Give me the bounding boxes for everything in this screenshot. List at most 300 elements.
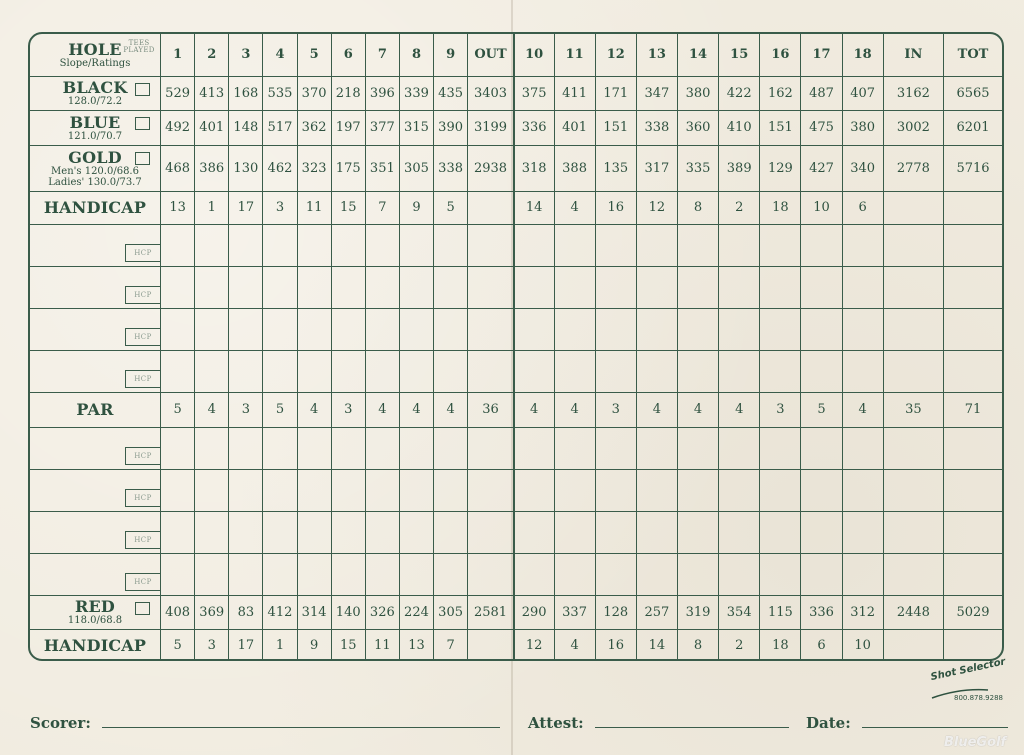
player-row-7-hole-12[interactable] [595,511,636,553]
player-row-8-hole-7[interactable] [365,553,399,595]
player-row-3-hole-12[interactable] [595,308,636,350]
tee-gold-row-hole-9: 338 [434,145,468,191]
player-row-5-hole-14[interactable] [677,427,718,469]
player-row-4-hole-4[interactable] [263,350,297,392]
player-row-5-out[interactable] [468,427,514,469]
player-row-5-hole-17[interactable] [801,427,842,469]
player-row-8-hole-6[interactable] [331,553,365,595]
tee-blue-row-hole-12: 151 [595,110,636,145]
player-row-7-hole-15[interactable] [719,511,760,553]
player-row-7-hole-7[interactable] [365,511,399,553]
player-row-8-in[interactable] [883,553,943,595]
player-name-cell[interactable] [30,553,161,595]
player-row-3-hole-10[interactable] [514,308,554,350]
tee-red-row-in: 2448 [883,595,943,629]
player-row-2-hole-6[interactable] [331,266,365,308]
player-row-2-hole-10[interactable] [514,266,554,308]
player-name-cell[interactable] [30,427,161,469]
player-row-6-tot[interactable] [943,469,1002,511]
player-row-5 [30,427,1002,469]
tee-red-row-hole-1: 408 [161,595,195,629]
player-row-3-hole-17[interactable] [801,308,842,350]
player-row-7-hole-4[interactable] [263,511,297,553]
tee-gold-row-hole-12: 135 [595,145,636,191]
player-row-1-hole-9[interactable] [434,224,468,266]
player-row-1-hole-5[interactable] [297,224,331,266]
tee-red-row-hole-15: 354 [719,595,760,629]
handicap-bottom-row-hole-14: 8 [677,629,718,661]
player-row-4 [30,350,1002,392]
player-row-2-hole-1[interactable] [161,266,195,308]
player-row-7-hole-18[interactable] [842,511,883,553]
handicap-bottom-row-in [883,629,943,661]
tee-black-row-hole-7: 396 [365,76,399,110]
par-row-hole-14: 4 [677,392,718,427]
player-row-6-hole-10[interactable] [514,469,554,511]
tee-played-checkbox[interactable] [135,83,150,96]
player-row-5-hole-13[interactable] [636,427,677,469]
player-row-2-hole-15[interactable] [719,266,760,308]
scorer-line[interactable] [102,715,500,728]
player-row-3-hole-3[interactable] [229,308,263,350]
player-row-8-hole-14[interactable] [677,553,718,595]
tee-black-row-hole-14: 380 [677,76,718,110]
player-row-1-hole-4[interactable] [263,224,297,266]
hole-header-cell [30,34,161,76]
hcp-box[interactable]: HCP [125,573,160,591]
player-row-3-hole-7[interactable] [365,308,399,350]
hole-number-7: 7 [365,34,399,76]
player-row-1-hole-7[interactable] [365,224,399,266]
hole-number-11: 11 [554,34,595,76]
player-row-4-hole-17[interactable] [801,350,842,392]
player-row-3-hole-18[interactable] [842,308,883,350]
player-row-3-hole-9[interactable] [434,308,468,350]
handicap-bottom-row-hole-5: 9 [297,629,331,661]
handicap-bottom-row-hole-18: 10 [842,629,883,661]
player-row-7-hole-3[interactable] [229,511,263,553]
tee-black-row [30,76,1002,110]
player-row-2-hole-7[interactable] [365,266,399,308]
player-row-2 [30,266,1002,308]
tee-black-row-hole-15: 422 [719,76,760,110]
player-row-3-hole-13[interactable] [636,308,677,350]
player-row-8-hole-8[interactable] [399,553,433,595]
player-row-8-hole-9[interactable] [434,553,468,595]
tee-name: GOLD [68,147,122,167]
handicap-row-hole-3: 17 [229,191,263,224]
player-row-3-hole-6[interactable] [331,308,365,350]
player-row-7-hole-1[interactable] [161,511,195,553]
hcp-box[interactable]: HCP [125,447,160,465]
player-row-4-hole-3[interactable] [229,350,263,392]
player-row-6-hole-9[interactable] [434,469,468,511]
player-row-7-hole-17[interactable] [801,511,842,553]
player-row-1-hole-18[interactable] [842,224,883,266]
player-row-8-hole-12[interactable] [595,553,636,595]
player-row-2-hole-5[interactable] [297,266,331,308]
player-row-4-hole-18[interactable] [842,350,883,392]
player-row-4-hole-10[interactable] [514,350,554,392]
player-row-4-in[interactable] [883,350,943,392]
player-row-8-hole-10[interactable] [514,553,554,595]
player-row-2-hole-11[interactable] [554,266,595,308]
player-row-8-hole-2[interactable] [195,553,229,595]
player-row-1-hole-10[interactable] [514,224,554,266]
tee-gold-row-hole-13: 317 [636,145,677,191]
player-row-1-hole-2[interactable] [195,224,229,266]
player-row-4-hole-11[interactable] [554,350,595,392]
handicap-row-hole-17: 10 [801,191,842,224]
hole-number-1: 1 [161,34,195,76]
player-row-4-hole-2[interactable] [195,350,229,392]
player-row-1-in[interactable] [883,224,943,266]
player-row-1-out[interactable] [468,224,514,266]
player-row-6-hole-15[interactable] [719,469,760,511]
player-row-2-hole-14[interactable] [677,266,718,308]
player-row-1-hole-3[interactable] [229,224,263,266]
player-row-7 [30,511,1002,553]
tee-blue-row-hole-16: 151 [760,110,801,145]
handicap-bottom-row-hole-16: 18 [760,629,801,661]
player-row-4-hole-8[interactable] [399,350,433,392]
player-row-6-in[interactable] [883,469,943,511]
player-row-3-hole-11[interactable] [554,308,595,350]
player-row-8-hole-17[interactable] [801,553,842,595]
player-row-8-hole-15[interactable] [719,553,760,595]
bluegolf-watermark: BlueGolf [944,735,1007,750]
handicap-row-hole-2: 1 [195,191,229,224]
handicap-row-hole-12: 16 [595,191,636,224]
player-row-4-out[interactable] [468,350,514,392]
player-row-6-hole-2[interactable] [195,469,229,511]
hole-number-4: 4 [263,34,297,76]
player-name-cell[interactable] [30,350,161,392]
player-row-6-hole-8[interactable] [399,469,433,511]
tee-played-checkbox[interactable] [135,602,150,615]
tee-red-row-hole-16: 115 [760,595,801,629]
player-row-8-hole-18[interactable] [842,553,883,595]
player-name-cell[interactable] [30,511,161,553]
tee-name: BLACK [62,78,128,97]
tee-red-label-cell [30,595,161,629]
player-row-5-hole-16[interactable] [760,427,801,469]
tee-gold-row-hole-16: 129 [760,145,801,191]
tee-blue-row-hole-2: 401 [195,110,229,145]
tee-played-checkbox[interactable] [135,117,150,130]
player-row-6-hole-17[interactable] [801,469,842,511]
handicap-row-hole-18: 6 [842,191,883,224]
player-row-3-hole-14[interactable] [677,308,718,350]
player-row-4-tot[interactable] [943,350,1002,392]
hole-number-17: 17 [801,34,842,76]
tee-red-row-hole-6: 140 [331,595,365,629]
tee-black-row-out: 3403 [468,76,514,110]
player-row-4-hole-6[interactable] [331,350,365,392]
tee-black-row-hole-16: 162 [760,76,801,110]
handicap-bottom-row-hole-15: 2 [719,629,760,661]
player-row-1-hole-16[interactable] [760,224,801,266]
player-row-5-hole-3[interactable] [229,427,263,469]
tee-red-row-hole-11: 337 [554,595,595,629]
tee-rating: Men's 120.0/68.6 [51,165,139,177]
player-row-7-hole-8[interactable] [399,511,433,553]
player-row-3-hole-4[interactable] [263,308,297,350]
date-line[interactable] [862,715,1008,728]
player-name-cell[interactable] [30,469,161,511]
tee-red-row-tot: 5029 [943,595,1002,629]
player-row-4-hole-5[interactable] [297,350,331,392]
attest-field[interactable] [528,714,789,744]
player-row-1-tot[interactable] [943,224,1002,266]
player-row-1-hole-14[interactable] [677,224,718,266]
player-row-1-hole-15[interactable] [719,224,760,266]
tee-gold-row-hole-7: 351 [365,145,399,191]
player-row-5-hole-2[interactable] [195,427,229,469]
par-row-hole-6: 3 [331,392,365,427]
player-row-7-hole-9[interactable] [434,511,468,553]
tee-blue-row-hole-6: 197 [331,110,365,145]
hole-number-6: 6 [331,34,365,76]
player-row-5-hole-12[interactable] [595,427,636,469]
player-row-5-hole-15[interactable] [719,427,760,469]
player-row-6-hole-11[interactable] [554,469,595,511]
par-row-hole-9: 4 [434,392,468,427]
player-row-3-tot[interactable] [943,308,1002,350]
player-row-2-hole-13[interactable] [636,266,677,308]
hole-number-13: 13 [636,34,677,76]
tee-red-row-hole-18: 312 [842,595,883,629]
tee-black-row-hole-3: 168 [229,76,263,110]
player-row-4-hole-7[interactable] [365,350,399,392]
tee-blue-label-cell [30,110,161,145]
player-row-4-hole-13[interactable] [636,350,677,392]
player-row-7-hole-6[interactable] [331,511,365,553]
player-row-2-hole-2[interactable] [195,266,229,308]
player-row-5-hole-5[interactable] [297,427,331,469]
player-row-2-hole-9[interactable] [434,266,468,308]
player-row-3-in[interactable] [883,308,943,350]
handicap-row-hole-7: 7 [365,191,399,224]
par-row-hole-3: 3 [229,392,263,427]
tee-black-row-hole-12: 171 [595,76,636,110]
handicap-row-hole-16: 18 [760,191,801,224]
player-row-7-hole-5[interactable] [297,511,331,553]
player-row-7-hole-16[interactable] [760,511,801,553]
player-row-2-out[interactable] [468,266,514,308]
player-row-3-hole-5[interactable] [297,308,331,350]
player-row-5-hole-11[interactable] [554,427,595,469]
player-row-5-hole-8[interactable] [399,427,433,469]
tee-black-row-hole-2: 413 [195,76,229,110]
player-row-6-hole-12[interactable] [595,469,636,511]
tee-black-row-tot: 6565 [943,76,1002,110]
player-row-7-hole-10[interactable] [514,511,554,553]
par-row-hole-18: 4 [842,392,883,427]
hcp-box[interactable]: HCP [125,286,160,304]
date-label: Date: [806,714,851,732]
player-row-2-in[interactable] [883,266,943,308]
tee-gold-row-tot: 5716 [943,145,1002,191]
par-row-hole-7: 4 [365,392,399,427]
player-row-7-out[interactable] [468,511,514,553]
player-row-5-tot[interactable] [943,427,1002,469]
handicap-row-hole-11: 4 [554,191,595,224]
player-row-4-hole-14[interactable] [677,350,718,392]
tee-blue-row-out: 3199 [468,110,514,145]
player-row-7-hole-2[interactable] [195,511,229,553]
player-row-6-hole-3[interactable] [229,469,263,511]
player-row-8-hole-1[interactable] [161,553,195,595]
player-row-5-hole-18[interactable] [842,427,883,469]
player-row-5-hole-6[interactable] [331,427,365,469]
player-row-6-hole-14[interactable] [677,469,718,511]
player-row-6-out[interactable] [468,469,514,511]
handicap-bottom-row-hole-1: 5 [161,629,195,661]
player-row-2-hole-12[interactable] [595,266,636,308]
player-row-2-hole-8[interactable] [399,266,433,308]
par-row-hole-2: 4 [195,392,229,427]
player-row-1-hole-6[interactable] [331,224,365,266]
hcp-box[interactable]: HCP [125,244,160,262]
player-row-4-hole-15[interactable] [719,350,760,392]
attest-line[interactable] [595,715,789,728]
tee-black-row-hole-8: 339 [399,76,433,110]
tee-black-row-hole-11: 411 [554,76,595,110]
player-row-8-hole-16[interactable] [760,553,801,595]
player-row-6-hole-4[interactable] [263,469,297,511]
player-row-6-hole-16[interactable] [760,469,801,511]
handicap-bottom-row-hole-11: 4 [554,629,595,661]
tee-blue-row-hole-18: 380 [842,110,883,145]
player-row-1-hole-1[interactable] [161,224,195,266]
scorer-label: Scorer: [30,714,91,732]
player-row-1-hole-13[interactable] [636,224,677,266]
handicap-row-tot [943,191,1002,224]
player-row-8-hole-4[interactable] [263,553,297,595]
tee-black-row-hole-6: 218 [331,76,365,110]
handicap-label: HANDICAP [43,636,147,656]
player-row-7-hole-13[interactable] [636,511,677,553]
player-row-5-hole-1[interactable] [161,427,195,469]
player-row-6-hole-13[interactable] [636,469,677,511]
player-row-3 [30,308,1002,350]
player-row-5-in[interactable] [883,427,943,469]
player-row-7-hole-11[interactable] [554,511,595,553]
tee-gold-row-hole-1: 468 [161,145,195,191]
par-row-hole-8: 4 [399,392,433,427]
player-row-5-hole-9[interactable] [434,427,468,469]
tee-gold-row-hole-17: 427 [801,145,842,191]
tee-blue-row-hole-17: 475 [801,110,842,145]
par-row-hole-5: 4 [297,392,331,427]
tee-gold-row-hole-10: 318 [514,145,554,191]
handicap-bottom-row-hole-4: 1 [263,629,297,661]
tee-red-row-hole-13: 257 [636,595,677,629]
player-row-2-tot[interactable] [943,266,1002,308]
player-row-7-in[interactable] [883,511,943,553]
handicap-bottom-row-hole-12: 16 [595,629,636,661]
scorecard-grid [28,32,1004,661]
player-name-cell[interactable] [30,308,161,350]
player-row-8-out[interactable] [468,553,514,595]
tee-gold-row-hole-8: 305 [399,145,433,191]
slope-ratings-label: Slope/Ratings [59,57,131,69]
player-row-6-hole-18[interactable] [842,469,883,511]
par-row-out: 36 [468,392,514,427]
player-row-8-hole-5[interactable] [297,553,331,595]
player-row-2-hole-16[interactable] [760,266,801,308]
player-row-8-hole-11[interactable] [554,553,595,595]
player-row-7-tot[interactable] [943,511,1002,553]
hole-number-5: 5 [297,34,331,76]
player-row-1-hole-11[interactable] [554,224,595,266]
tee-blue-row-hole-14: 360 [677,110,718,145]
player-row-3-hole-2[interactable] [195,308,229,350]
player-name-cell[interactable] [30,266,161,308]
par-row-hole-13: 4 [636,392,677,427]
player-row-3-hole-16[interactable] [760,308,801,350]
player-row-6-hole-5[interactable] [297,469,331,511]
tee-played-checkbox[interactable] [135,152,150,165]
player-row-7-hole-14[interactable] [677,511,718,553]
tee-black-label-cell [30,76,161,110]
player-row-6-hole-1[interactable] [161,469,195,511]
player-row-2-hole-3[interactable] [229,266,263,308]
player-row-8-hole-3[interactable] [229,553,263,595]
player-row-4-hole-16[interactable] [760,350,801,392]
tee-blue-row-hole-4: 517 [263,110,297,145]
player-row-8-hole-13[interactable] [636,553,677,595]
player-row-3-out[interactable] [468,308,514,350]
player-row-2-hole-17[interactable] [801,266,842,308]
player-row-2-hole-18[interactable] [842,266,883,308]
player-row-1-hole-8[interactable] [399,224,433,266]
player-row-4-hole-9[interactable] [434,350,468,392]
par-label-cell [30,392,161,427]
player-row-5-hole-7[interactable] [365,427,399,469]
player-row-3-hole-8[interactable] [399,308,433,350]
tee-black-row-hole-17: 487 [801,76,842,110]
player-row-3-hole-1[interactable] [161,308,195,350]
player-row-4-hole-1[interactable] [161,350,195,392]
hole-number-14: 14 [677,34,718,76]
player-row-8-tot[interactable] [943,553,1002,595]
tee-gold-row-hole-14: 335 [677,145,718,191]
player-row-1-hole-17[interactable] [801,224,842,266]
player-row-3-hole-15[interactable] [719,308,760,350]
player-name-cell[interactable] [30,224,161,266]
tee-red-row-hole-7: 326 [365,595,399,629]
hole-number-2: 2 [195,34,229,76]
handicap-row-in [883,191,943,224]
player-row-2-hole-4[interactable] [263,266,297,308]
player-row-6-hole-6[interactable] [331,469,365,511]
tee-rating: 128.0/72.2 [67,96,123,107]
hcp-box[interactable]: HCP [125,328,160,346]
handicap-bottom-row [30,629,1002,661]
player-row-6-hole-7[interactable] [365,469,399,511]
hcp-box[interactable]: HCP [125,370,160,388]
player-row-5-hole-4[interactable] [263,427,297,469]
player-row-1-hole-12[interactable] [595,224,636,266]
par-row-hole-11: 4 [554,392,595,427]
hcp-box[interactable]: HCP [125,531,160,549]
hcp-box[interactable]: HCP [125,489,160,507]
player-row-4-hole-12[interactable] [595,350,636,392]
scorer-field[interactable] [30,714,500,744]
player-row-5-hole-10[interactable] [514,427,554,469]
